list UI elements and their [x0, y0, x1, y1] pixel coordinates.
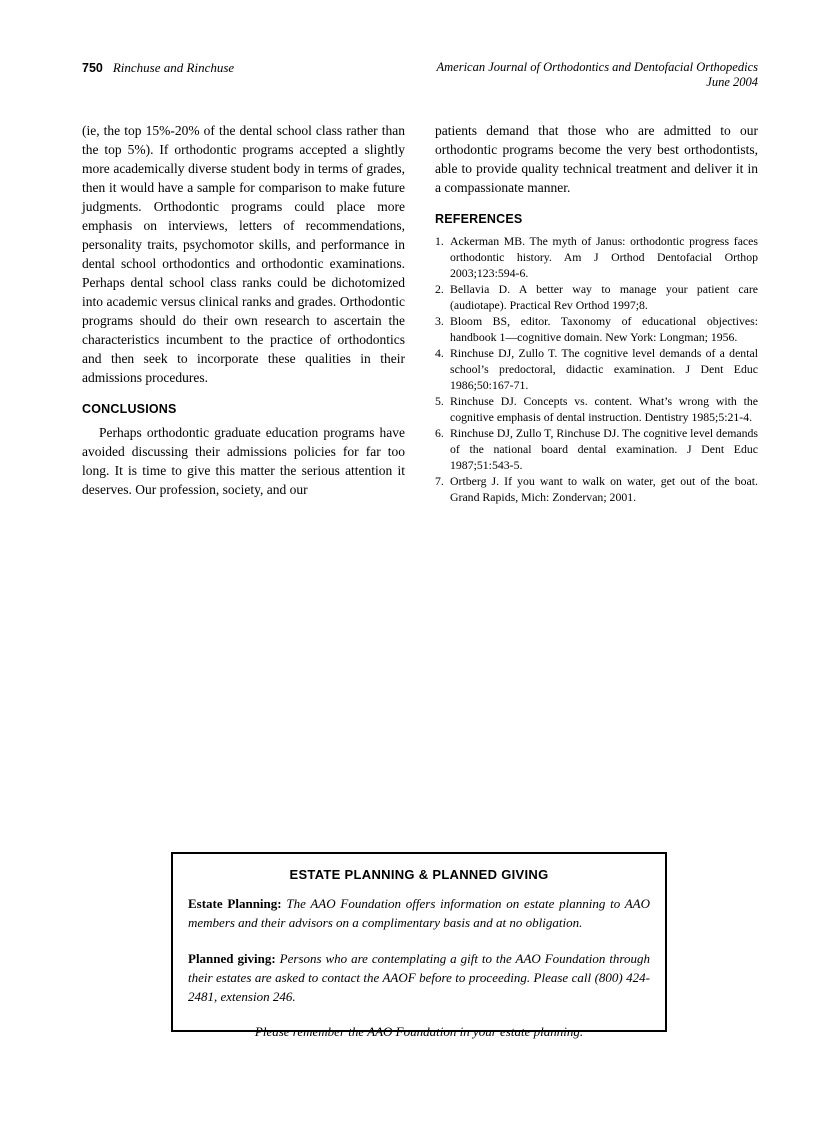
announcement-paragraph: [188, 949, 650, 1006]
reference-number: 2.: [435, 282, 444, 296]
reference-number: 6.: [435, 426, 444, 440]
reference-number: 4.: [435, 346, 444, 360]
announcement-label: Planned giving:: [188, 951, 276, 966]
conclusions-heading: CONCLUSIONS: [82, 402, 177, 416]
page-header: [82, 60, 758, 90]
announcement-label: Estate Planning:: [188, 896, 282, 911]
running-head-left: [82, 60, 234, 76]
reference-list: [435, 233, 758, 505]
running-title: Rinchuse and Rinchuse: [112, 60, 235, 75]
reference-number: 3.: [435, 314, 444, 328]
reference-item: [435, 233, 758, 281]
references-heading: REFERENCES: [435, 212, 523, 226]
announcement-text: The AAO Foundation offers information on estate planning to AAO members and their advisors on a complimentary basis and at no obligation.: [188, 896, 650, 930]
article-body: [82, 121, 758, 505]
running-head-right: [437, 60, 759, 90]
reference-item: [435, 281, 758, 313]
announcement-footer: Please remember the AAO Foundation in your estate planning.: [254, 1024, 584, 1039]
estate-planning-box: [171, 852, 667, 1039]
page-number: 750: [82, 61, 103, 75]
reference-text: Ortberg J. If you want to walk on water, get out of the boat. Grand Rapids, Mich: Zondervan; 2001.: [450, 474, 758, 504]
reference-number: 5.: [435, 394, 444, 408]
reference-item: [435, 393, 758, 425]
announcement-title: ESTATE PLANNING & PLANNED GIVING: [289, 867, 549, 882]
reference-text: Rinchuse DJ, Zullo T, Rinchuse DJ. The cognitive level demands of the national board dental examination. J Dent Educ 1987;51:543-5.: [450, 426, 758, 472]
left-column: [82, 121, 405, 505]
reference-text: Bellavia D. A better way to manage your patient care (audiotape). Practical Rev Orthod 1997;8.: [450, 282, 758, 312]
paragraph: (ie, the top 15%-20% of the dental school class rather than the top 5%). If orthodontic programs accepted a slightly more academically diverse student body in terms of grades, then it would have a sample for comparison to make future judgments. Orthodontic programs could place more emphasis on interviews, letters of recommendations, personality traits, psychomotor skills, and performance in dental school orthodontics and orthodontic examinations. Perhaps dental school class ranks could be dichotomized into academic versus clinical ranks and grades. Orthodontic programs should do their own research to ascertain the characteristics incumbent to the practice of orthodontics and then seek to incorporate these qualities in their admissions procedures.: [82, 123, 405, 385]
reference-item: [435, 425, 758, 473]
reference-item: [435, 473, 758, 505]
right-column: [435, 121, 758, 505]
reference-number: 7.: [435, 474, 444, 488]
reference-text: Rinchuse DJ, Zullo T. The cognitive level demands of a dental school’s predoctoral, didactic examination. J Dent Educ 1986;50:167-71.: [450, 346, 758, 392]
paragraph: patients demand that those who are admitted to our orthodontic programs become the very best orthodontists, able to provide quality technical treatment and deliver it in a compassionate manner.: [435, 123, 758, 195]
journal-name: American Journal of Orthodontics and Dentofacial Orthopedics: [436, 60, 758, 74]
announcement-paragraph: [188, 894, 650, 932]
reference-text: Ackerman MB. The myth of Janus: orthodontic progress faces orthodontic history. Am J Orthod Dentofacial Orthop 2003;123:594-6.: [450, 234, 758, 280]
issue-date: June 2004: [706, 75, 758, 89]
reference-number: 1.: [435, 234, 444, 248]
announcement-text: Persons who are contemplating a gift to the AAO Foundation through their estates are asked to contact the AAOF before to proceeding. Please call (800) 424-2481, extension 246.: [188, 951, 651, 1004]
reference-text: Rinchuse DJ. Concepts vs. content. What’s wrong with the cognitive emphasis of dental instruction. Dentistry 1985;5:21-4.: [450, 394, 758, 424]
reference-text: Bloom BS, editor. Taxonomy of educational objectives: handbook 1—cognitive domain. New York: Longman; 1956.: [450, 314, 758, 344]
paragraph: Perhaps orthodontic graduate education programs have avoided discussing their admissions policies for far too long. It is time to give this matter the serious attention it deserves. Our profession, society, and our: [82, 425, 405, 497]
reference-item: [435, 313, 758, 345]
reference-item: [435, 345, 758, 393]
